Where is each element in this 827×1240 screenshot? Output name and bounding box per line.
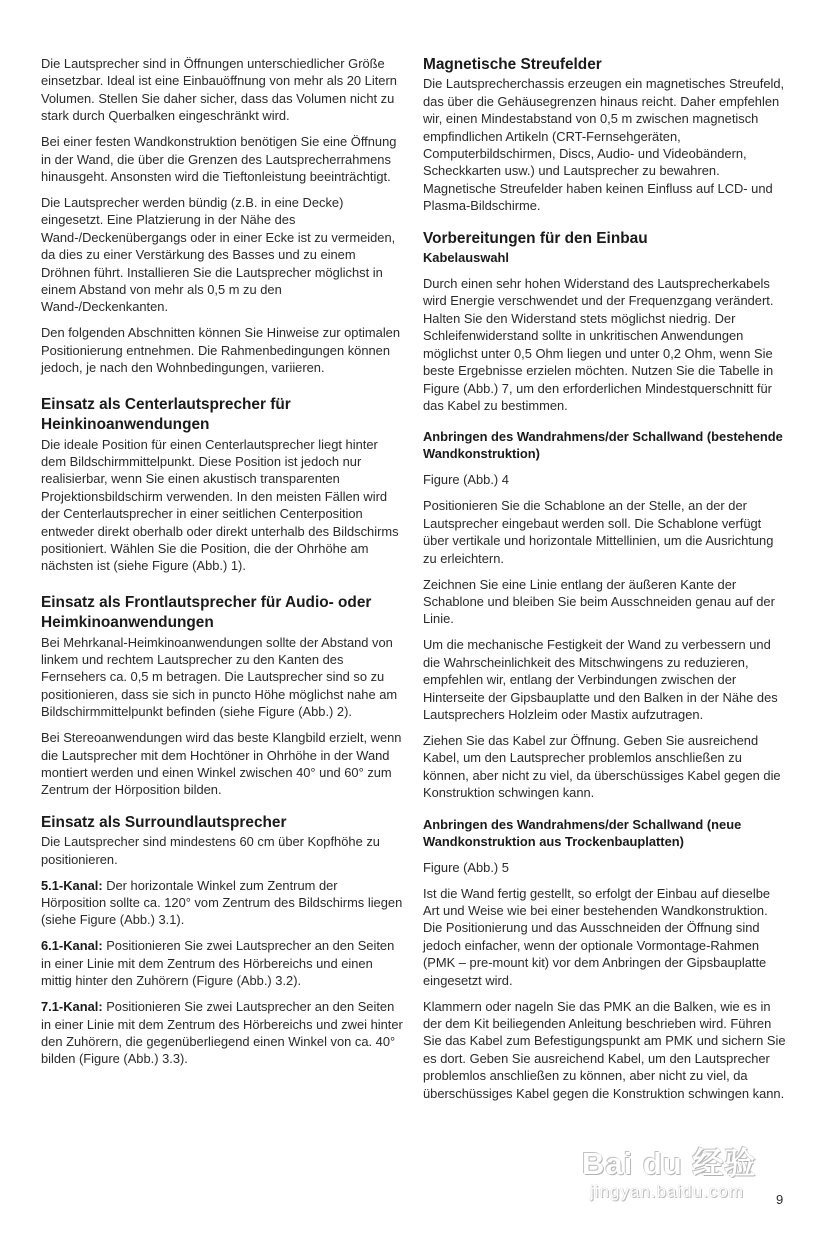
baidu-watermark	[582, 1138, 787, 1210]
front-speaker-heading: Einsatz als Frontlautsprecher für Audio- oder Heimkinoanwendungen	[41, 593, 372, 632]
surround-5-1-item	[41, 877, 406, 929]
existing-wall-paragraph-3: Um die mechanische Festigkeit der Wand zu verbessern und die Wahrscheinlichkeit des Mitschwingens zu reduzieren, empfehlen wir, entlang der Verbindungen zwischen der Hinterseite der Gipsbauplatte und den Balken in der Nähe des Lautsprechers Holzleim oder Mastix aufzutragen.	[423, 637, 778, 722]
surround-7-1-text: Positionieren Sie zwei Lautsprecher an den Seiten in einer Linie mit dem Zentrum des Hörbereichs und zwei hinter den Zuhörern, die gegenüberliegend einen Winkel von ca. 40° bilden (Figure (Abb.) 3.3).	[41, 999, 403, 1067]
center-speaker-text: Die ideale Position für einen Centerlautsprecher liegt hinter dem Bildschirmmittelpunkt. Diese Position ist jedoch nur realisierbar, wenn Sie einen akustisch transparenten Projektionsbildschirm verwenden. In den meisten Fällen wird der Centerlautsprecher in einer seitlichen Centerposition entweder direkt oberhalb oder direkt unterhalb des Bildschirms positioniert. Wählen Sie die Position, die der Ohrhöhe am nächsten ist (siehe Figure (Abb.) 1).	[41, 436, 399, 574]
existing-wall-paragraph-1: Positionieren Sie die Schablone an der Stelle, an der der Lautsprecher eingebaut werden soll. Die Schablone verfügt über vertikale und horizontale Mittellinien, um die Ausrichtung zu erleichtern.	[423, 498, 774, 566]
existing-wall-figure-ref: Figure (Abb.) 4	[423, 472, 509, 488]
surround-7-1-item	[41, 998, 406, 1068]
existing-wall-paragraph-2: Zeichnen Sie eine Linie entlang der äußeren Kante der Schablone und bleiben Sie beim Ausschneiden genau auf der Linie.	[423, 576, 775, 627]
surround-speaker-heading: Einsatz als Surroundlautsprecher	[41, 813, 287, 831]
intro-paragraph-4: Den folgenden Abschnitten können Sie Hinweise zur optimalen Positionierung entnehmen. Die Rahmenbedingungen können jedoch, je nach den Wohnbedingungen, variieren.	[41, 325, 401, 376]
surround-5-1-label: 5.1-Kanal:	[41, 877, 103, 893]
surround-6-1-item	[41, 937, 406, 989]
magnetic-fields-heading: Magnetische Streufelder	[423, 56, 602, 73]
new-wall-figure-ref: Figure (Abb.) 5	[423, 859, 509, 875]
new-wall-heading: Anbringen des Wandrahmens/der Schallwand (neue Wandkonstruktion aus Trockenbauplatten)	[423, 816, 742, 849]
intro-paragraph-1: Die Lautsprecher sind in Öffnungen unterschiedlicher Größe einsetzbar. Ideal ist eine Einbauöffnung von mehr als 20 Litern Volumen. Stellen Sie daher sicher, dass das Volumen nicht zu stark durch Querbalken eingeschränkt wird.	[41, 56, 397, 124]
existing-wall-heading: Anbringen des Wandrahmens/der Schallwand (bestehende Wandkonstruktion)	[423, 429, 783, 462]
new-wall-paragraph-2: Klammern oder nageln Sie das PMK an die Balken, wie es in der dem Kit beiliegenden Anleitung beschrieben wird. Führen Sie das Kabel zum Befestigungspunkt am PMK und sichern Sie es dort. Geben Sie ausreichend Kabel, um den Lautsprecher problemlos anschließen zu können, aber nicht zu viel, da überschüssiges Kabel gegen die Konstruktion schwingen kann.	[423, 998, 786, 1101]
surround-5-1-text: Der horizontale Winkel zum Zentrum der Hörposition sollte ca. 120° vom Zentrum des Bildschirms liegen (siehe Figure (Abb.) 3.1).	[41, 877, 403, 928]
magnetic-fields-text: Die Lautsprecherchassis erzeugen ein magnetisches Streufeld, das über die Gehäusegrenzen hinaus reicht. Daher empfehlen wir, einen Mindestabstand von 0,5 m zwischen magnetisch empfindlichen Artikeln (CRT-Fernsehgeräten, Computerbildschirmen, Discs, Audio- und Videobändern, Scheckkarten usw.) und Lautsprecher zu bewahren. Magnetische Streufelder haben keinen Einfluss auf LCD- und Plasma-Bildschirme.	[423, 76, 785, 214]
cable-selection-text: Durch einen sehr hohen Widerstand des Lautsprecherkabels wird Energie verschwendet und der Frequenzgang verändert. Halten Sie den Widerstand stets möglichst niedrig. Der Schleifenwiderstand sollte in unkritischen Anwendungen möglichst unter 0,5 Ohm liegen und unter 0,2 Ohm, wenn Sie beste Ergebnisse erzielen möchten. Nutzen Sie die Tabelle in Figure (Abb.) 7, um den erforderlichen Mindestquerschnitt für das Kabel zu bestimmen.	[423, 276, 774, 413]
new-wall-paragraph-1: Ist die Wand fertig gestellt, so erfolgt der Einbau auf dieselbe Art und Weise wie bei einer bestehenden Wandkonstruktion. Die Positionierung und das Ausschneiden der Öffnung sind jedoch einfacher, wenn der optionale Vormontage-Rahmen (PMK – pre-mount kit) vor dem Anbringen der Gipsbauplatte eingesetzt wird.	[423, 885, 771, 988]
left-column	[41, 55, 406, 1076]
surround-speaker-text: Die Lautsprecher sind mindestens 60 cm über Kopfhöhe zu positionieren.	[41, 834, 380, 867]
front-speaker-text-2: Bei Stereoanwendungen wird das beste Klangbild erzielt, wenn die Lautsprecher mit dem Hochtöner in Ohrhöhe in der Wand montiert werden und einen Winkel zwischen 40° und 60° zum Zentrum der Hörposition bilden.	[41, 730, 402, 798]
surround-6-1-label: 6.1-Kanal:	[41, 938, 103, 954]
front-speaker-text-1: Bei Mehrkanal-Heimkinoanwendungen sollte der Abstand von linkem und rechtem Lautsprecher zu den Kanten des Fernsehers ca. 0,5 m betragen. Die Lautsprecher sind so zu positionieren, dass sie sich in puncto Höhe möglichst nahe am Bildschirmmittelpunkt befinden (siehe Figure (Abb.) 2).	[41, 634, 398, 720]
intro-paragraph-3: Die Lautsprecher werden bündig (z.B. in eine Decke) eingesetzt. Eine Platzierung in der Nähe des Wand-/Deckenübergangs oder in einer Ecke ist zu vermeiden, da dies zu einer Verstärkung des Basses und zu einem Dröhnen führt. Installieren Sie die Lautsprecher möglichst in einem Abstand von mehr als 0,5 m zu den Wand-/Deckenkanten.	[41, 195, 396, 315]
surround-7-1-label: 7.1-Kanal:	[41, 999, 103, 1015]
watermark-logo-text: Bai du 经验	[582, 1146, 757, 1181]
center-speaker-heading: Einsatz als Centerlautsprecher für Heinkinoanwendungen	[41, 395, 291, 434]
cable-selection-subheading: Kabelauswahl	[423, 250, 509, 266]
intro-paragraph-2: Bei einer festen Wandkonstruktion benötigen Sie eine Öffnung in der Wand, die über die Grenzen des Lautsprecherrahmens hinausgeht. Ansonsten wird die Tieftonleistung beeinträchtigt.	[41, 134, 397, 185]
existing-wall-paragraph-4: Ziehen Sie das Kabel zur Öffnung. Geben Sie ausreichend Kabel, um den Lautsprecher problemlos anschließen zu können, aber nicht zu viel, da überschüssiges Kabel gegen die Konstruktion schwingen kann.	[423, 732, 781, 801]
page-number: 9	[776, 1192, 784, 1207]
installation-prep-heading: Vorbereitungen für den Einbau	[423, 229, 648, 247]
surround-6-1-text: Positionieren Sie zwei Lautsprecher an den Seiten in einer Linie mit dem Zentrum des Hörbereichs und einen mittig hinter den Zuhörern (Figure (Abb.) 3.2).	[41, 938, 395, 989]
watermark-url: jingyan.baidu.com	[590, 1182, 745, 1201]
right-column	[423, 55, 787, 1111]
